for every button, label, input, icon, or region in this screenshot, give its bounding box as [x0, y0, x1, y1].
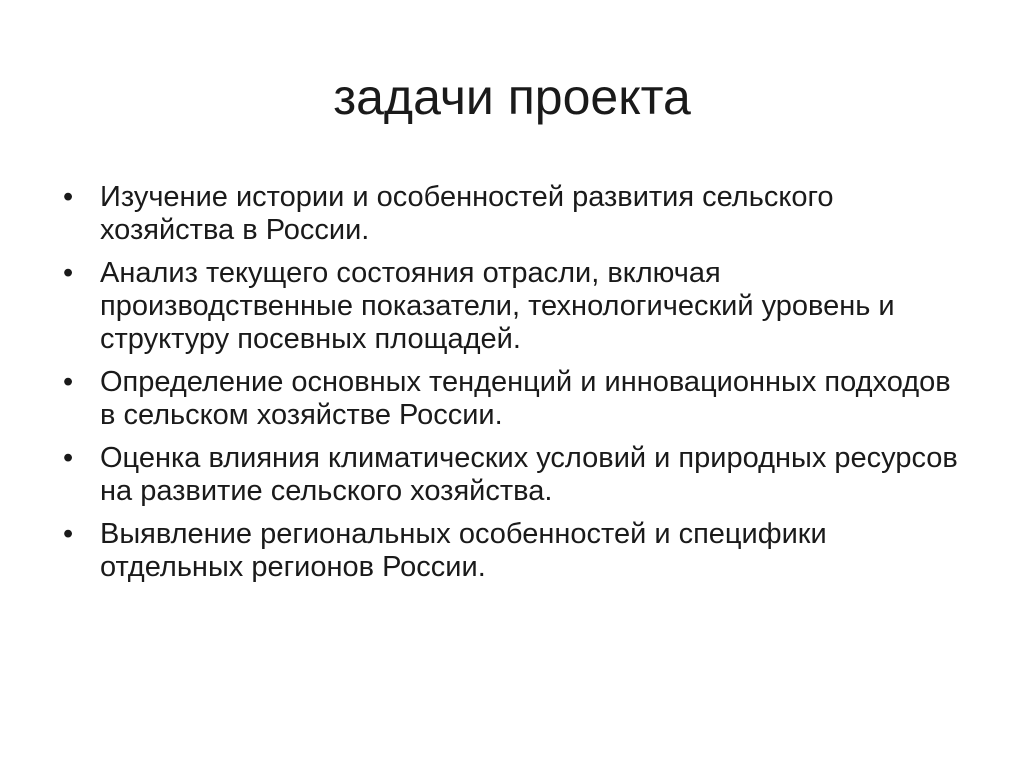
list-item: [60, 366, 960, 432]
bullet-icon: •: [63, 518, 74, 550]
bullet-icon: •: [63, 181, 74, 213]
bullet-text: Оценка влияния климатических условий и природных ресурсов на развитие сельского хозяйства.: [100, 442, 958, 507]
bullet-list: [60, 181, 960, 594]
list-item: [60, 518, 960, 584]
bullet-text: Определение основных тенденций и инновационных подходов в сельском хозяйстве России.: [100, 366, 951, 431]
bullet-text: Изучение истории и особенностей развития сельского хозяйства в России.: [100, 181, 834, 246]
list-item: [60, 181, 960, 247]
slide-title: задачи проекта: [333, 69, 691, 125]
list-item: [60, 257, 960, 356]
bullet-text: Выявление региональных особенностей и специфики отдельных регионов России.: [100, 518, 827, 583]
bullet-icon: •: [63, 366, 74, 398]
bullet-icon: •: [63, 442, 74, 474]
list-item: [60, 442, 960, 508]
bullet-text: Анализ текущего состояния отрасли, включая производственные показатели, технологический уровень и структуру посевных площадей.: [100, 257, 895, 355]
bullet-icon: •: [63, 257, 74, 289]
